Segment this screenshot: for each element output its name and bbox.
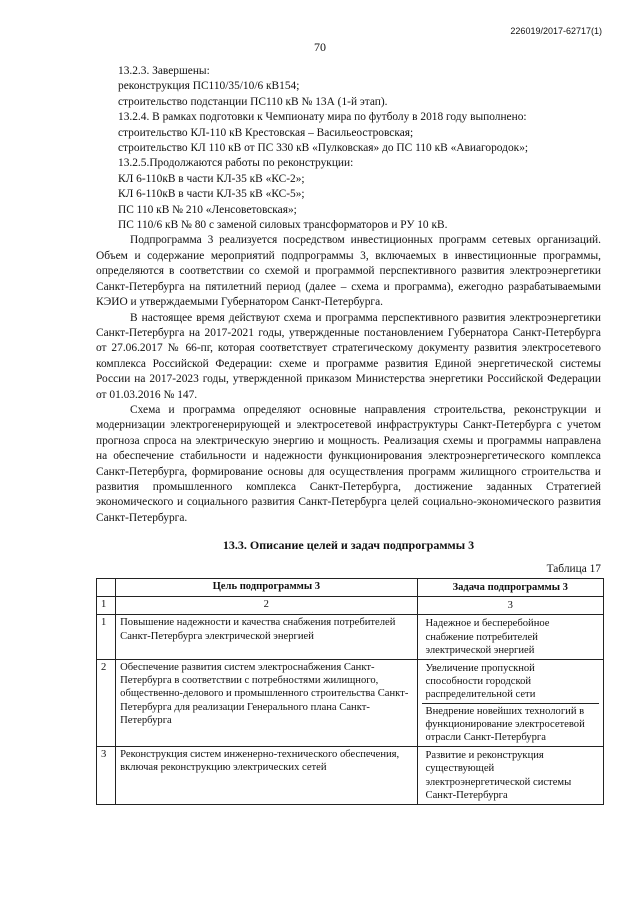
document-body — [96, 64, 601, 805]
text-line: КЛ 6-110кВ в части КЛ-35 кВ «КС-5»; — [118, 188, 305, 201]
table-label: Таблица 17 — [546, 562, 601, 575]
text-line: строительство подстанции ПС110 кВ № 13А (1-й этап). — [118, 95, 388, 108]
text-line: реконструкция ПС110/35/10/6 кВ154; — [118, 80, 300, 93]
page-number: 70 — [314, 40, 326, 54]
text-line: строительство КЛ 110 кВ от ПС 330 кВ «Пулковская» до ПС 110 кВ «Авиагородок»; — [118, 142, 529, 155]
table-header-task — [417, 579, 603, 597]
section-title: 13.3. Описание целей и задач подпрограммы 3 — [222, 538, 475, 553]
text-line: 13.2.4. В рамках подготовки к Чемпионату мира по футболу в 2018 году выполнено: — [118, 111, 527, 124]
table-col-number — [417, 597, 603, 615]
row-goal: Реконструкция систем инженерно-технического обеспечения, включая реконструкцию электрических сетей — [116, 747, 417, 805]
text-line: 13.2.3. Завершены: — [118, 65, 210, 77]
task-item: Надежное и бесперебойное снабжение потребителей электрической энергией — [425, 618, 550, 656]
goals-table — [96, 578, 604, 805]
row-number: 3 — [97, 747, 116, 805]
table-col-number: 1 — [97, 597, 116, 615]
task-item: Внедрение новейших технологий в функционирование электросетевой отрасли Санкт-Петербурга — [422, 703, 599, 746]
document-id: 226019/2017-62717(1) — [510, 26, 602, 36]
row-tasks — [417, 615, 603, 660]
paragraph: В настоящее время действуют схема и программа перспективного развития электроэнергетики Санкт-Петербурга на 2017-2021 годы, утвержденные постановлением Губернатора Санкт-Петербурга от 27.06.2017 № 66-пг, которая соответствует стратегическому документу развития электросетевого комплекса Российской Федерации: схеме и программе развития Единой энергетической системы России на 2017-2023 годы, утвержденной приказом Министерства энергетики Российской Федерации от 01.03.2016 № 147. — [96, 311, 601, 401]
table-header-num — [97, 579, 116, 597]
row-goal: Обеспечение развития систем электроснабжения Санкт-Петербурга в соответствии с потребностями жилищного, общественно-делового и промышленного строительства Санкт-Петербурга для реализации Генерального плана Санкт-Петербурга — [116, 660, 417, 747]
table-col-number-label: 3 — [507, 600, 513, 612]
row-tasks — [417, 747, 603, 805]
text-line: 13.2.5.Продолжаются работы по реконструкции: — [118, 157, 354, 170]
row-goal: Повышение надежности и качества снабжения потребителей Санкт-Петербурга электрической энергией — [116, 615, 417, 660]
table-number-row — [97, 597, 604, 615]
row-number: 1 — [97, 615, 116, 660]
text-line: ПС 110 кВ № 210 «Ленсоветовская»; — [118, 203, 297, 216]
table-header-task-label: Задача подпрограммы 3 — [452, 582, 568, 593]
table-col-number: 2 — [116, 597, 417, 615]
task-item: Развитие и реконструкция существующей электроэнергетической системы Санкт-Петербурга — [425, 750, 572, 801]
table-row — [97, 660, 604, 747]
text-line: КЛ 6-110кВ в части КЛ-35 кВ «КС-2»; — [118, 172, 305, 185]
table-header-goal: Цель подпрограммы 3 — [116, 579, 417, 597]
row-tasks — [417, 660, 603, 747]
text-line: ПС 110/6 кВ № 80 с заменой силовых трансформаторов и РУ 10 кВ. — [118, 219, 448, 232]
text-line: строительство КЛ-110 кВ Крестовская – Васильеостровская; — [118, 126, 414, 139]
row-number: 2 — [97, 660, 116, 747]
paragraph: Схема и программа определяют основные направления строительства, реконструкции и модернизации электрогенерирующей и электросетевой инфраструктуры Санкт-Петербурга с учетом прогноза спроса на электрическую энергию и мощность. Реализация схемы и программы направлена на обеспечение стабильности и надежности функционирования электроэнергетического комплекса Санкт-Петербурга, формирование основы для осуществления программ жилищного строительства и развития промышленного комплекса Санкт-Петербурга, достижение заданных Стратегией экономического и социального развития Санкт-Петербурга целей социально-экономического развития Санкт-Петербурга. — [96, 403, 601, 524]
table-row — [97, 615, 604, 660]
task-item: Увеличение пропускной способности городской распределительной сети — [425, 663, 536, 701]
table-row — [97, 747, 604, 805]
paragraph: Подпрограмма 3 реализуется посредством инвестиционных программ сетевых организаций. Объем и содержание мероприятий подпрограммы 3, включаемых в инвестиционные программы, определяются в соответствии со схемой и программой перспективного развития электроэнергетики Санкт-Петербурга на пятилетний период (далее – схема и программа), ежегодно разрабатываемыми КЭИО и утверждаемыми Губернатором Санкт-Петербурга. — [96, 234, 601, 309]
table-header-row — [97, 579, 604, 597]
